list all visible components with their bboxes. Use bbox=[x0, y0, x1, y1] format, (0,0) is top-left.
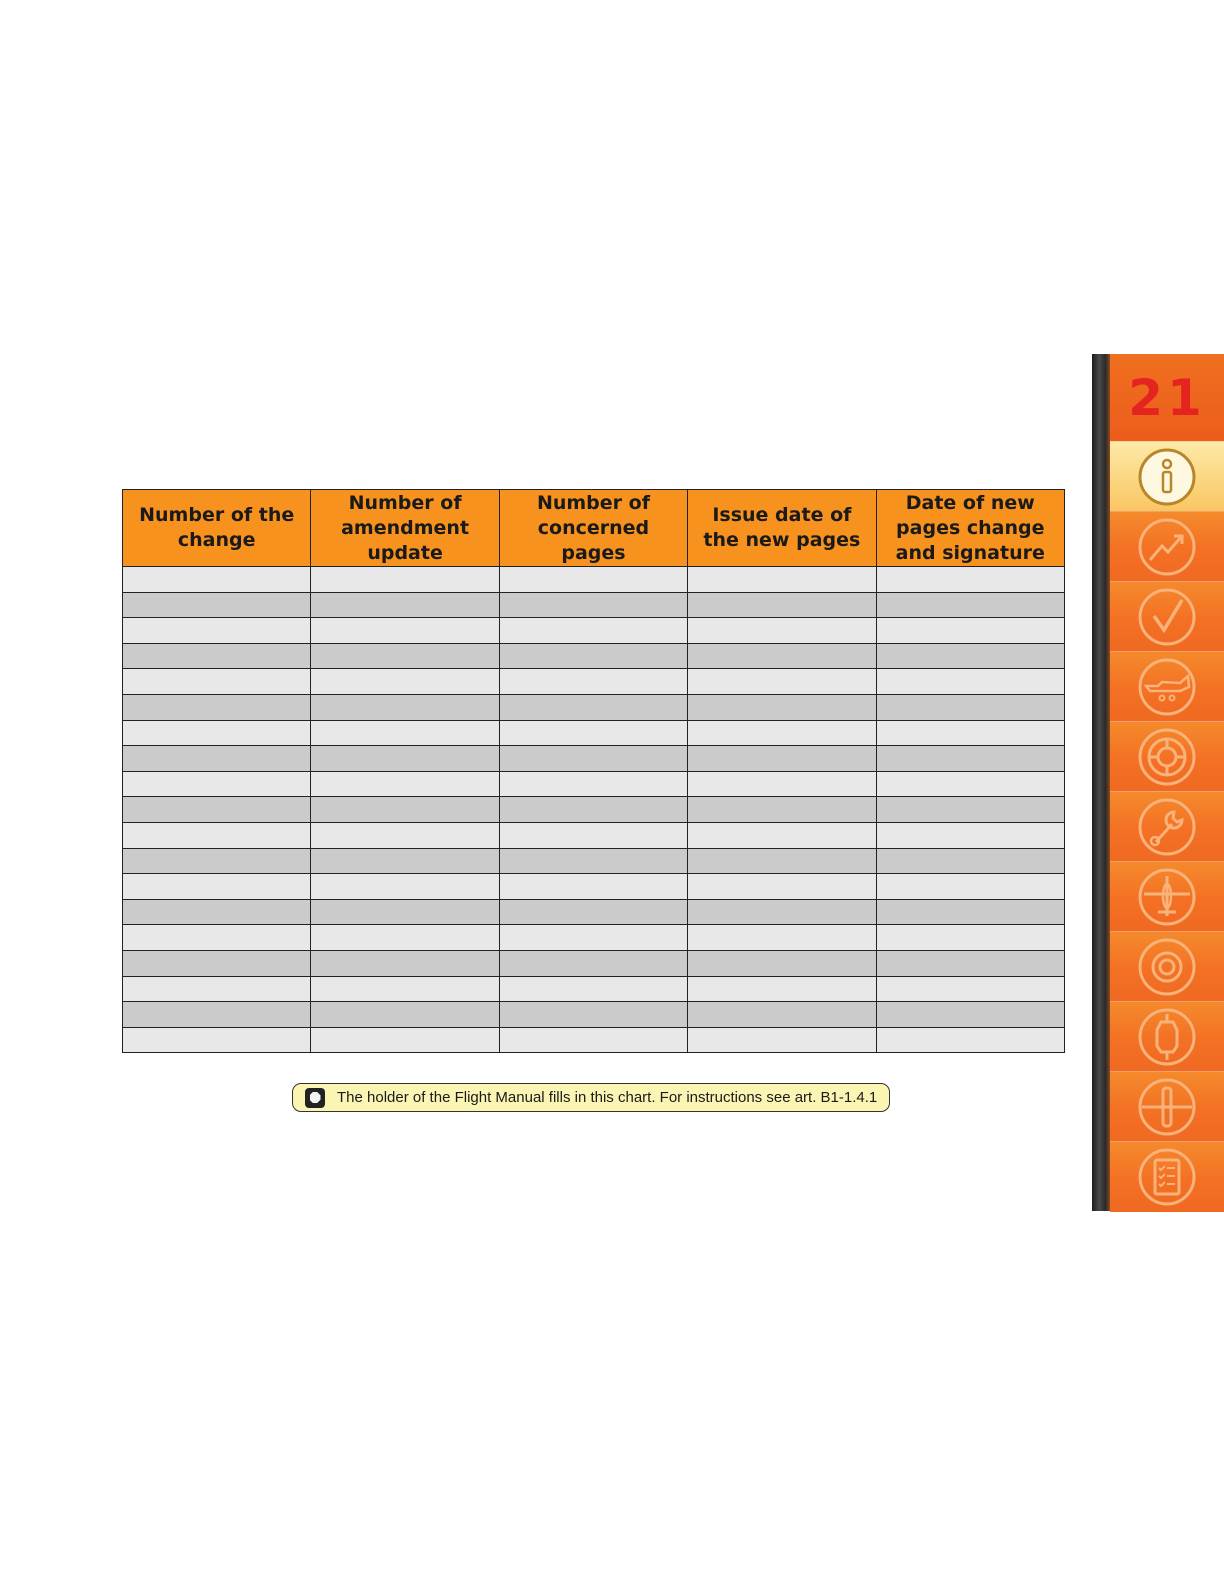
table-cell[interactable] bbox=[499, 899, 687, 925]
table-cell[interactable] bbox=[876, 669, 1064, 695]
table-cell[interactable] bbox=[499, 694, 687, 720]
table-row bbox=[123, 771, 1065, 797]
table-cell[interactable] bbox=[499, 618, 687, 644]
table-cell[interactable] bbox=[876, 950, 1064, 976]
table-cell[interactable] bbox=[688, 746, 876, 772]
table-cell[interactable] bbox=[499, 925, 687, 951]
table-cell[interactable] bbox=[876, 720, 1064, 746]
table-cell[interactable] bbox=[499, 874, 687, 900]
table-row bbox=[123, 874, 1065, 900]
table-cell[interactable] bbox=[499, 567, 687, 593]
table-cell[interactable] bbox=[123, 874, 311, 900]
table-cell[interactable] bbox=[499, 1027, 687, 1053]
table-cell[interactable] bbox=[499, 643, 687, 669]
header-number-of-concerned-pages: Number of concerned pages bbox=[499, 490, 687, 567]
fuselage-icon bbox=[1136, 1006, 1198, 1068]
table-cell[interactable] bbox=[688, 899, 876, 925]
table-cell[interactable] bbox=[499, 746, 687, 772]
lifebuoy-icon bbox=[1136, 726, 1198, 788]
tab-strip-edge bbox=[1092, 354, 1110, 1211]
note-box bbox=[292, 1083, 890, 1112]
table-cell[interactable] bbox=[123, 822, 311, 848]
table-cell[interactable] bbox=[311, 669, 499, 695]
table-cell[interactable] bbox=[688, 720, 876, 746]
note-text: The holder of the Flight Manual fills in this chart. For instructions see art. B1-1.4.1 bbox=[337, 1089, 878, 1106]
table-cell[interactable] bbox=[688, 950, 876, 976]
table-header-row bbox=[123, 490, 1065, 567]
table-cell[interactable] bbox=[123, 694, 311, 720]
tab-systems[interactable] bbox=[1110, 931, 1224, 1002]
table-cell[interactable] bbox=[688, 643, 876, 669]
table-cell[interactable] bbox=[123, 1002, 311, 1028]
table-cell[interactable] bbox=[311, 592, 499, 618]
table-cell[interactable] bbox=[876, 618, 1064, 644]
table-row bbox=[123, 669, 1065, 695]
table-cell[interactable] bbox=[876, 1002, 1064, 1028]
table-cell[interactable] bbox=[876, 797, 1064, 823]
table-cell[interactable] bbox=[311, 567, 499, 593]
table-cell[interactable] bbox=[688, 925, 876, 951]
table-cell[interactable] bbox=[123, 797, 311, 823]
table-cell[interactable] bbox=[123, 643, 311, 669]
table-row bbox=[123, 822, 1065, 848]
table-cell[interactable] bbox=[688, 822, 876, 848]
table-cell[interactable] bbox=[311, 848, 499, 874]
table-cell[interactable] bbox=[688, 848, 876, 874]
target-icon bbox=[1136, 936, 1198, 998]
table-cell[interactable] bbox=[876, 848, 1064, 874]
table-cell[interactable] bbox=[688, 771, 876, 797]
table-cell[interactable] bbox=[688, 976, 876, 1002]
table-cell[interactable] bbox=[876, 771, 1064, 797]
table-cell[interactable] bbox=[311, 1027, 499, 1053]
table-cell[interactable] bbox=[123, 592, 311, 618]
table-cell[interactable] bbox=[876, 1027, 1064, 1053]
table-cell[interactable] bbox=[311, 899, 499, 925]
checklist-icon bbox=[1136, 1146, 1198, 1208]
performance-arrow-icon bbox=[1136, 516, 1198, 578]
tab-propeller[interactable] bbox=[1110, 1071, 1224, 1142]
table-cell[interactable] bbox=[876, 567, 1064, 593]
tab-normal-procedures[interactable] bbox=[1110, 651, 1224, 722]
table-cell[interactable] bbox=[311, 822, 499, 848]
note-octagon-icon bbox=[305, 1088, 325, 1108]
amendment-record-table bbox=[122, 489, 1065, 1053]
table-cell[interactable] bbox=[688, 797, 876, 823]
table-cell[interactable] bbox=[876, 694, 1064, 720]
chapter-number: 21 bbox=[1110, 354, 1224, 441]
tab-performance[interactable] bbox=[1110, 511, 1224, 582]
table-cell[interactable] bbox=[123, 1027, 311, 1053]
table-cell[interactable] bbox=[123, 976, 311, 1002]
table-cell[interactable] bbox=[499, 669, 687, 695]
table-row bbox=[123, 1002, 1065, 1028]
table-cell[interactable] bbox=[688, 1002, 876, 1028]
table-cell[interactable] bbox=[123, 950, 311, 976]
table-body bbox=[123, 567, 1065, 1053]
table-cell[interactable] bbox=[499, 848, 687, 874]
table-cell[interactable] bbox=[876, 746, 1064, 772]
table-cell[interactable] bbox=[123, 669, 311, 695]
table-cell[interactable] bbox=[311, 1002, 499, 1028]
table-row bbox=[123, 720, 1065, 746]
table-row bbox=[123, 618, 1065, 644]
table-cell[interactable] bbox=[123, 618, 311, 644]
table-cell[interactable] bbox=[688, 567, 876, 593]
table-cell[interactable] bbox=[499, 976, 687, 1002]
table-cell[interactable] bbox=[499, 720, 687, 746]
table-row bbox=[123, 848, 1065, 874]
table-cell[interactable] bbox=[311, 874, 499, 900]
table-cell[interactable] bbox=[311, 694, 499, 720]
table-row bbox=[123, 643, 1065, 669]
table-cell[interactable] bbox=[311, 643, 499, 669]
table-cell[interactable] bbox=[876, 899, 1064, 925]
table-cell[interactable] bbox=[688, 874, 876, 900]
table-cell[interactable] bbox=[688, 592, 876, 618]
table-cell[interactable] bbox=[499, 771, 687, 797]
table-cell[interactable] bbox=[311, 771, 499, 797]
table-cell[interactable] bbox=[499, 592, 687, 618]
table-row bbox=[123, 925, 1065, 951]
table-cell[interactable] bbox=[876, 592, 1064, 618]
table-cell[interactable] bbox=[876, 976, 1064, 1002]
table-row bbox=[123, 567, 1065, 593]
table-cell[interactable] bbox=[123, 899, 311, 925]
table-cell[interactable] bbox=[499, 822, 687, 848]
table-row bbox=[123, 899, 1065, 925]
tab-maintenance[interactable] bbox=[1110, 791, 1224, 862]
table-row bbox=[123, 950, 1065, 976]
tab-emergency[interactable] bbox=[1110, 721, 1224, 792]
table-row bbox=[123, 592, 1065, 618]
tab-info[interactable] bbox=[1110, 441, 1224, 512]
tab-weight-balance[interactable] bbox=[1110, 1001, 1224, 1072]
wrench-icon bbox=[1136, 796, 1198, 858]
table-row bbox=[123, 797, 1065, 823]
table-cell[interactable] bbox=[311, 618, 499, 644]
table-cell[interactable] bbox=[311, 797, 499, 823]
table-cell[interactable] bbox=[123, 771, 311, 797]
table-cell[interactable] bbox=[876, 925, 1064, 951]
table-cell[interactable] bbox=[688, 694, 876, 720]
table-cell[interactable] bbox=[311, 950, 499, 976]
header-number-of-change: Number of the change bbox=[123, 490, 311, 567]
table-row bbox=[123, 694, 1065, 720]
tab-aircraft[interactable] bbox=[1110, 861, 1224, 932]
table-cell[interactable] bbox=[123, 720, 311, 746]
table-cell[interactable] bbox=[876, 822, 1064, 848]
header-issue-date-new-pages: Issue date of the new pages bbox=[688, 490, 876, 567]
table-cell[interactable] bbox=[876, 643, 1064, 669]
propeller-icon bbox=[1136, 1076, 1198, 1138]
chapter-tab-strip bbox=[1092, 354, 1224, 1211]
table-cell[interactable] bbox=[123, 925, 311, 951]
tab-limitations[interactable] bbox=[1110, 581, 1224, 652]
table-cell[interactable] bbox=[311, 925, 499, 951]
aircraft-top-icon bbox=[1136, 866, 1198, 928]
table-cell[interactable] bbox=[123, 848, 311, 874]
table-cell[interactable] bbox=[688, 669, 876, 695]
table-row bbox=[123, 746, 1065, 772]
table-cell[interactable] bbox=[311, 720, 499, 746]
table-row bbox=[123, 976, 1065, 1002]
table-cell[interactable] bbox=[876, 874, 1064, 900]
info-icon bbox=[1136, 446, 1198, 508]
header-number-of-amendment-update: Number of amendment update bbox=[311, 490, 499, 567]
checkmark-icon bbox=[1136, 586, 1198, 648]
table-cell[interactable] bbox=[499, 950, 687, 976]
table-cell[interactable] bbox=[499, 1002, 687, 1028]
table-cell[interactable] bbox=[123, 746, 311, 772]
aircraft-side-icon bbox=[1136, 656, 1198, 718]
header-date-change-signature: Date of new pages change and signature bbox=[876, 490, 1064, 567]
table-cell[interactable] bbox=[688, 1027, 876, 1053]
tab-checklist[interactable] bbox=[1110, 1141, 1224, 1212]
table-cell[interactable] bbox=[499, 797, 687, 823]
table-cell[interactable] bbox=[688, 618, 876, 644]
table-row bbox=[123, 1027, 1065, 1053]
table-cell[interactable] bbox=[311, 976, 499, 1002]
table-cell[interactable] bbox=[311, 746, 499, 772]
table-cell[interactable] bbox=[123, 567, 311, 593]
